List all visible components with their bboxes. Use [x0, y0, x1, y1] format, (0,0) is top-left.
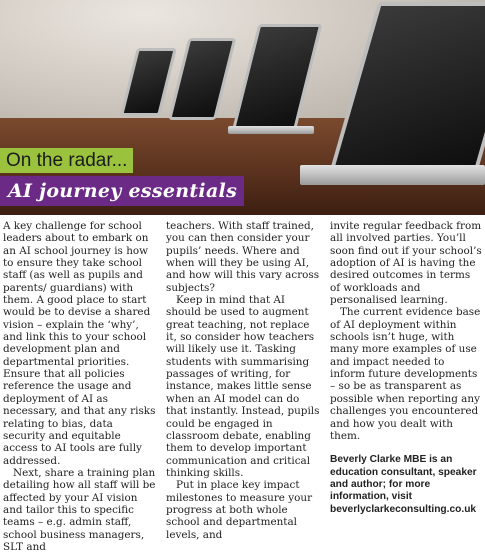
laptop-base-4 [300, 165, 485, 185]
paragraph: A key challenge for school leaders about to embark on an AI school journey is how to ensure they take school staff (as well as pupils and parents/ guardians) with them. A good place to start would be to devise a shared vision – explain the ‘why’, and link this to your school development plan and departmental priorities. Ensure that all policies reference the usage and deployment of AI as necessary, and that any risks relating to bias, data security and equitable access to AI tools are fully addressed. [3, 220, 156, 467]
paragraph: The current evidence base of AI deployment within schools isn’t huge, with many more examples of use and impact needed to inform future developments – so be as transparent as possible when reporting any challenges you encountered and how you dealt with them. [330, 306, 481, 442]
paragraph: Put in place key impact milestones to measure your progress at both whole school and departmental levels, and [166, 479, 313, 541]
article-title: AI journey essentials [0, 176, 244, 206]
hero-photo-laptops [0, 0, 485, 215]
laptop-base-3 [228, 126, 314, 134]
paragraph: invite regular feedback from all involved parties. You’ll soon find out if your school’s adoption of AI is having the desired outcomes in terms of workloads and personalised learning. [330, 220, 482, 307]
section-kicker: On the radar... [0, 148, 133, 173]
column-3 [330, 220, 482, 516]
author-bio: Beverly Clarke MBE is an education consultant, speaker and author; for more information, visit beverlyclarkeconsulting.co.uk [330, 454, 477, 515]
column-2 [166, 220, 320, 541]
paragraph: Next, share a training plan detailing how all staff will be affected by your AI vision and tailor this to specific teams – e.g. admin staff, school business managers, SLT and [3, 466, 156, 553]
paragraph: Keep in mind that AI should be used to augment great teaching, not replace it, so consider how teachers will likely use it. Tasking students with summarising passages of writing, for instance, makes little sense when an AI model can do that instantly. Instead, pupils could be engaged in classroom debate, enabling them to develop important communication and critical thinking skills. [166, 294, 320, 479]
column-1 [3, 220, 157, 553]
paragraph: teachers. With staff trained, you can then consider your pupils’ needs. Where and when will they be using AI, and how will this vary across subjects? [166, 220, 320, 294]
